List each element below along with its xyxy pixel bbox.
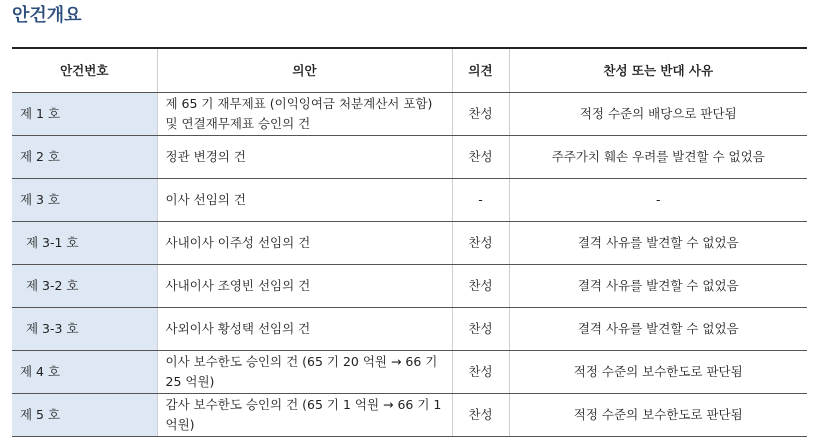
reason: 적정 수준의 보수한도로 판단됨: [509, 350, 807, 393]
header-agenda-number: 안건번호: [12, 48, 157, 92]
agenda-number: 제 5 호: [12, 393, 157, 436]
opinion: 찬성: [452, 135, 509, 178]
opinion: -: [452, 178, 509, 221]
reason: 주주가치 훼손 우려를 발견할 수 없었음: [509, 135, 807, 178]
table-row: [12, 307, 807, 350]
header-agenda-item: 의안: [157, 48, 452, 92]
agenda-title: 감사 보수한도 승인의 건 (65 기 1 억원 → 66 기 1 억원): [157, 393, 452, 436]
agenda-title: 사외이사 황성택 선임의 건: [157, 307, 452, 350]
table-row: [12, 135, 807, 178]
opinion: 찬성: [452, 307, 509, 350]
reason: 적정 수준의 보수한도로 판단됨: [509, 393, 807, 436]
agenda-title: 정관 변경의 건: [157, 135, 452, 178]
agenda-number: 제 3-1 호: [12, 221, 157, 264]
header-opinion: 의견: [452, 48, 509, 92]
section-title: 안건개요: [12, 5, 82, 26]
opinion: 찬성: [452, 393, 509, 436]
reason: 결격 사유를 발견할 수 없었음: [509, 307, 807, 350]
table-row: [12, 221, 807, 264]
agenda-title: 사내이사 조영빈 선임의 건: [157, 264, 452, 307]
agenda-number: 제 2 호: [12, 135, 157, 178]
agenda-number: 제 3-2 호: [12, 264, 157, 307]
table-row: [12, 350, 807, 393]
table-header-row: [12, 48, 807, 92]
agenda-title: 사내이사 이주성 선임의 건: [157, 221, 452, 264]
agenda-title: 이사 보수한도 승인의 건 (65 기 20 억원 → 66 기 25 억원): [157, 350, 452, 393]
table-row: [12, 264, 807, 307]
agenda-title: 이사 선임의 건: [157, 178, 452, 221]
opinion: 찬성: [452, 350, 509, 393]
opinion: 찬성: [452, 92, 509, 135]
reason: 결격 사유를 발견할 수 없었음: [509, 221, 807, 264]
agenda-number: 제 3-3 호: [12, 307, 157, 350]
table-row: [12, 92, 807, 135]
opinion: 찬성: [452, 221, 509, 264]
agenda-title: 제 65 기 재무제표 (이익잉여금 처분계산서 포함) 및 연결재무제표 승인의 건: [157, 92, 452, 135]
reason: -: [509, 178, 807, 221]
agenda-number: 제 4 호: [12, 350, 157, 393]
reason: 결격 사유를 발견할 수 없었음: [509, 264, 807, 307]
header-reason: 찬성 또는 반대 사유: [509, 48, 807, 92]
table-row: [12, 393, 807, 436]
agenda-number: 제 3 호: [12, 178, 157, 221]
opinion: 찬성: [452, 264, 509, 307]
agenda-table: [12, 47, 807, 437]
table-row: [12, 178, 807, 221]
agenda-number: 제 1 호: [12, 92, 157, 135]
reason: 적정 수준의 배당으로 판단됨: [509, 92, 807, 135]
